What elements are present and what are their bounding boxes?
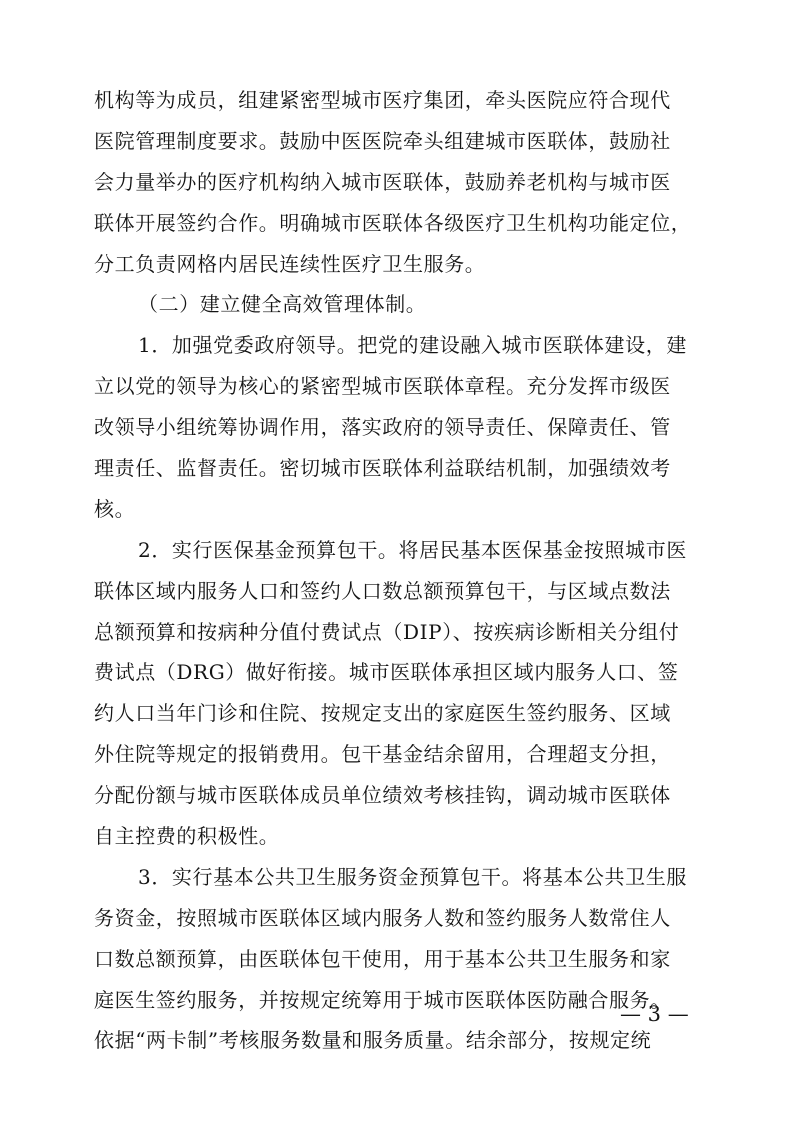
text-line: 依据“两卡制”考核服务数量和服务质量。结余部分，按规定统 <box>94 1028 652 1053</box>
text-line: 联体区域内服务人口和签约人口数总额预算包干，与区域点数法 <box>94 578 671 603</box>
body-text <box>94 80 694 1061</box>
item-heading-line: 1．加强党委政府领导。把党的建设融入城市医联体建设，建 <box>138 333 687 358</box>
text-line: 自主控费的积极性。 <box>94 824 280 849</box>
text-line: 医院管理制度要求。鼓励中医医院牵头组建城市医联体，鼓励社 <box>94 128 671 153</box>
text-line: 约人口当年门诊和住院、按规定支出的家庭医生签约服务、区域 <box>94 701 671 726</box>
text-line: 核。 <box>94 496 136 521</box>
text-line: 口数总额预算，由医联体包干使用，用于基本公共卫生服务和家 <box>94 946 671 971</box>
item-heading-line: 3．实行基本公共卫生服务资金预算包干。将基本公共卫生服 <box>138 864 687 889</box>
text-line: 改领导小组统筹协调作用，落实政府的领导责任、保障责任、管 <box>94 415 671 440</box>
text-line: 会力量举办的医疗机构纳入城市医联体，鼓励养老机构与城市医 <box>94 169 671 194</box>
text-line: 理责任、监督责任。密切城市医联体利益联结机制，加强绩效考 <box>94 456 671 481</box>
page-number: — 3 — <box>620 1002 689 1026</box>
text-line: 费试点（DRG）做好衔接。城市医联体承担区域内服务人口、签 <box>94 660 679 685</box>
item-heading-line: 2．实行医保基金预算包干。将居民基本医保基金按照城市医 <box>138 537 687 562</box>
text-line: 庭医生签约服务，并按规定统筹用于城市医联体医防融合服务。 <box>94 987 671 1012</box>
text-line: 机构等为成员，组建紧密型城市医疗集团，牵头医院应符合现代 <box>94 88 671 112</box>
text-line: 联体开展签约合作。明确城市医联体各级医疗卫生机构功能定位， <box>94 210 692 235</box>
text-line: 总额预算和按病种分值付费试点（DIP）、按疾病诊断相关分组付 <box>94 619 680 644</box>
text-line: 立以党的领导为核心的紧密型城市医联体章程。充分发挥市级医 <box>94 374 671 399</box>
section-heading: （二）建立健全高效管理体制。 <box>138 292 427 317</box>
text-line: 分工负责网格内居民连续性医疗卫生服务。 <box>94 251 486 276</box>
text-line: 分配份额与城市医联体成员单位绩效考核挂钩，调动城市医联体 <box>94 783 671 808</box>
text-line: 外住院等规定的报销费用。包干基金结余留用，合理超支分担， <box>94 742 671 767</box>
text-line: 务资金，按照城市医联体区域内服务人数和签约服务人数常住人 <box>94 905 671 930</box>
